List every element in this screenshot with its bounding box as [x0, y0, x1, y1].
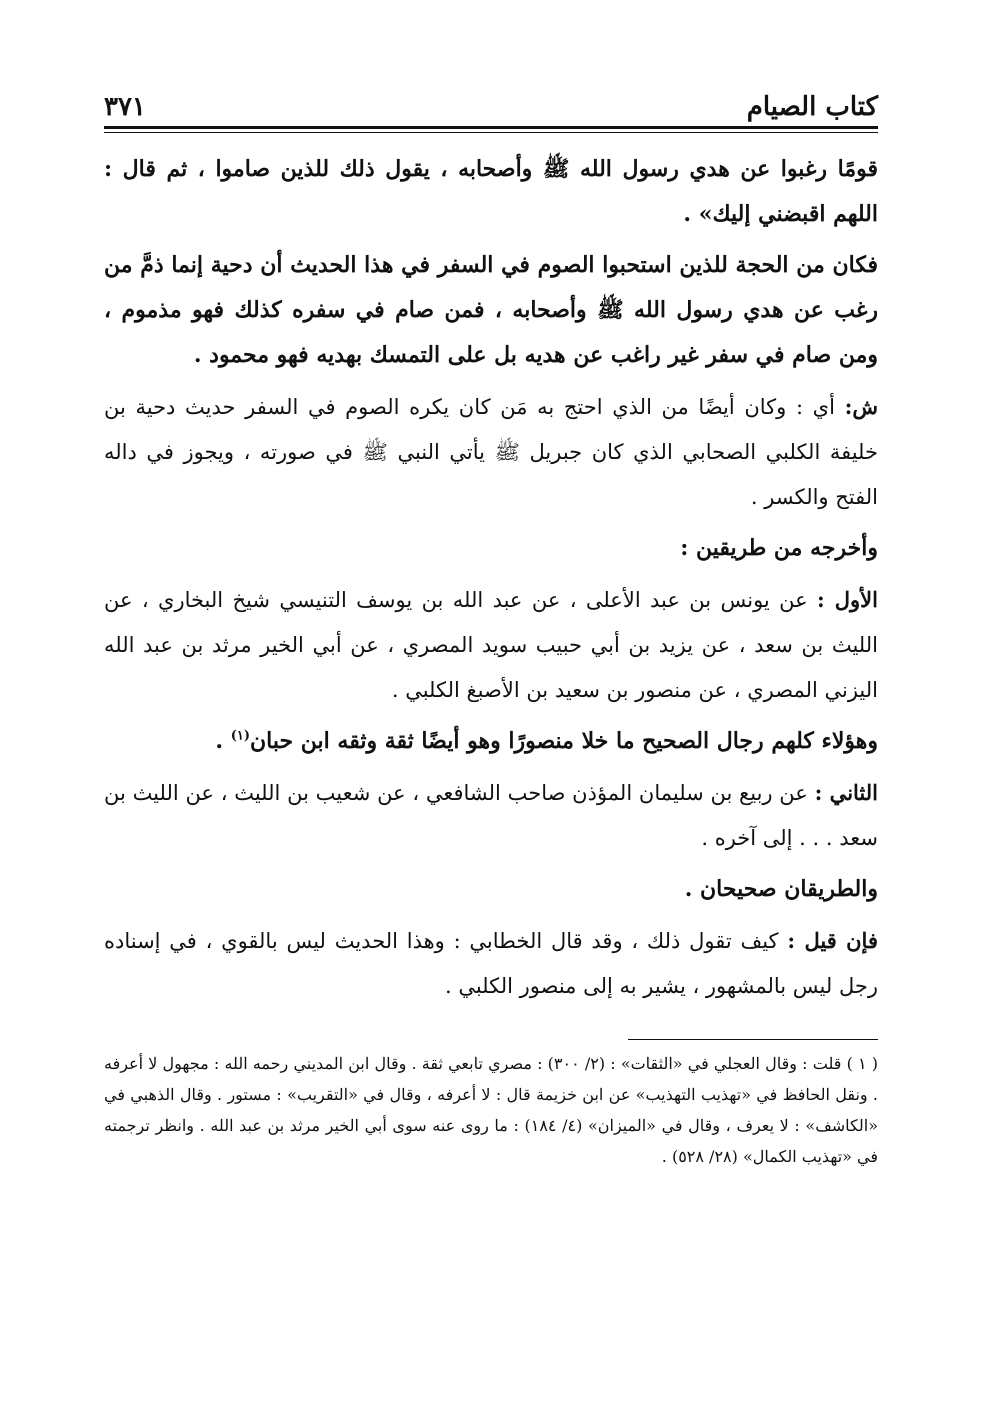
chapter-title: كتاب الصيام — [746, 92, 878, 122]
paragraph-quote-end: قومًا رغبوا عن هدي رسول الله ﷺ وأصحابه ، يقول ذلك للذين صاموا ، ثم قال : اللهم اقبضني إليك» . — [104, 156, 878, 227]
paragraph-objection — [104, 918, 878, 1009]
footnote-1: ( ١ ) قلت : وقال العجلي في «الثقات» : (٢/ ٣٠٠) : مصري تابعي ثقة . وقال ابن المديني رحمه الله : مجهول لا أعرفه . ونقل الحافظ في «تهذيب التهذيب» عن ابن خزيمة قال : لا أعرفه ، وقال في «التقريب» : مستور . وقال الذهبي في «الكاشف» : لا يعرف ، وقال في «الميزان» (٤/ ١٨٤) : ما روى عنه سوى أبي الخير مرثد بن عبد الله . وانظر ترجمته في «تهذيب الكمال» (٢٨/ ٥٢٨) . — [104, 1054, 879, 1166]
second-route-text: عن ربيع بن سليمان المؤذن صاحب الشافعي ، عن شعيب بن الليث ، عن الليث بن سعد . . . إلى آخره . — [104, 781, 878, 850]
lead-first: الأول : — [817, 587, 878, 612]
paragraph-both-sound: والطريقان صحيحان . — [684, 876, 878, 902]
footnote-ref[interactable]: (١) — [230, 728, 250, 744]
heading-two-routes: وأخرجه من طريقين : — [680, 535, 878, 561]
first-route-text: عن يونس بن عبد الأعلى ، عن عبد الله بن يوسف التنيسي شيخ البخاري ، عن الليث بن سعد ، عن يزيد بن أبي حبيب سويد المصري ، عن أبي الخير مرثد بن عبد الله اليزني المصري ، عن منصور بن سعيد بن الأصبغ الكلبي . — [104, 588, 878, 702]
lead-sh: ش: — [844, 394, 878, 419]
commentary-text: أي : وكان أيضًا من الذي احتج به مَن كان يكره الصوم في السفر حديث دحية بن خليفة الكلبي الصحابي الذي كان جبريل ﷺ يأتي النبي ﷺ في صورته ، ويجوز في داله الفتح والكسر . — [104, 395, 878, 509]
lead-second: الثاني : — [814, 780, 879, 805]
page-number: ٣٧١ — [104, 92, 146, 122]
narrators-period: . — [215, 728, 231, 754]
footnote-separator — [628, 1039, 878, 1040]
narrators-text: وهؤلاء كلهم رجال الصحيح ما خلا منصورًا وهو أيضًا ثقة وثقه ابن حبان — [250, 728, 878, 754]
paragraph-narrators — [104, 719, 878, 764]
header-rule-thin — [104, 132, 878, 133]
header-rule-thick — [104, 126, 878, 129]
paragraph-second-route — [104, 770, 878, 861]
paragraph-argument: فكان من الحجة للذين استحبوا الصوم في السفر في هذا الحديث أن دحية إنما ذمَّ من رغب عن هدي رسول الله ﷺ وأصحابه ، فمن صام في سفره كذلك فهو مذموم ، ومن صام في سفر غير راغب عن هديه بل على التمسك بهديه فهو محمود . — [104, 252, 878, 368]
page-header — [104, 70, 878, 122]
main-text — [104, 147, 878, 1009]
objection-text: كيف تقول ذلك ، وقد قال الخطابي : وهذا الحديث ليس بالقوي ، في إسناده رجل ليس بالمشهور ، يشير به إلى منصور الكلبي . — [104, 929, 878, 998]
paragraph-first-route — [104, 577, 878, 713]
lead-if-said: فإن قيل : — [787, 928, 878, 953]
book-page — [104, 70, 878, 1172]
paragraph-commentary — [104, 384, 878, 520]
